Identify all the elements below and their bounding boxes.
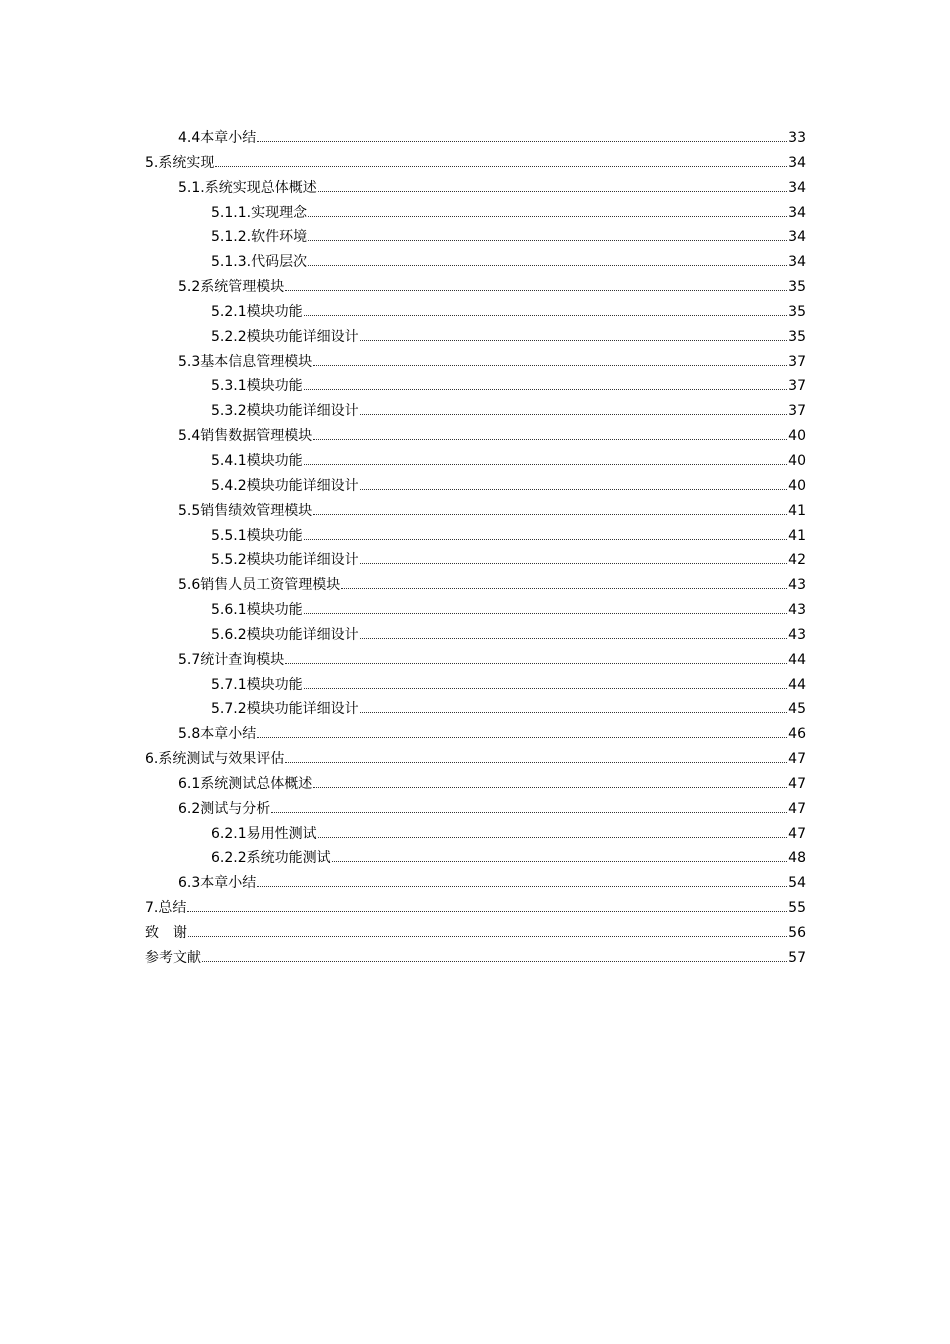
toc-dot-leader [285, 663, 787, 664]
toc-entry[interactable] [145, 374, 806, 399]
toc-entry-number: 5.7.1 [211, 676, 247, 693]
toc-entry-number: 4.4 [178, 130, 201, 146]
toc-entry[interactable] [145, 225, 806, 250]
toc-entry-page-number: 35 [788, 303, 806, 320]
toc-dot-leader [257, 886, 787, 887]
toc-entry-page-number: 48 [788, 850, 806, 867]
toc-dot-leader [318, 837, 788, 838]
toc-entry-number: 6.1 [178, 775, 201, 792]
toc-entry-number: 5.3.1 [211, 378, 247, 395]
toc-entry[interactable] [145, 697, 806, 722]
toc-dot-leader [360, 489, 788, 490]
toc-entry-page-number: 54 [788, 875, 806, 892]
toc-entry-page-number: 34 [788, 229, 806, 246]
toc-entry-number: 5.4 [178, 428, 201, 445]
toc-entry[interactable] [145, 772, 806, 797]
toc-entry[interactable] [145, 126, 806, 151]
toc-entry-title: 模块功能详细设计 [246, 328, 359, 345]
toc-entry-title: 参考文献 [145, 949, 201, 966]
toc-entry-page-number: 35 [788, 328, 806, 345]
toc-entry-page-number: 37 [788, 403, 806, 420]
toc-entry-number: 5.7.2 [211, 701, 247, 718]
toc-entry-title: 模块功能 [246, 378, 303, 395]
toc-entry-title: 模块功能详细设计 [246, 626, 359, 643]
toc-entry-page-number: 34 [788, 179, 806, 196]
toc-dot-leader [271, 812, 787, 813]
toc-entry[interactable] [145, 946, 806, 971]
toc-dot-leader [313, 439, 787, 440]
toc-entry-title: 代码层次 [251, 254, 308, 271]
toc-dot-leader [313, 365, 787, 366]
toc-entry-title: 实现理念 [251, 204, 308, 221]
toc-entry[interactable] [145, 673, 806, 698]
toc-dot-leader [308, 265, 787, 266]
toc-entry-title: 致 谢 [145, 925, 187, 941]
toc-entry-page-number: 47 [788, 775, 806, 792]
toc-entry-title: 基本信息管理模块 [200, 353, 313, 370]
toc-entry-title: 模块功能详细设计 [246, 477, 359, 494]
toc-entry-title: 本章小结 [200, 875, 257, 892]
toc-entry-title: 本章小结 [200, 726, 257, 743]
toc-entry-number: 5.5 [178, 502, 201, 519]
toc-entry-page-number: 43 [788, 626, 806, 643]
toc-dot-leader [304, 613, 788, 614]
toc-entry[interactable] [145, 300, 806, 325]
toc-dot-leader [318, 191, 787, 192]
toc-entry-page-number: 55 [788, 900, 806, 917]
toc-entry-number: 5.1. [178, 179, 205, 196]
toc-entry-page-number: 42 [788, 552, 806, 569]
toc-dot-leader [257, 737, 787, 738]
toc-entry-number: 5.6.2 [211, 626, 247, 643]
toc-entry-title: 统计查询模块 [200, 651, 285, 668]
toc-entry-number: 5.6 [178, 577, 201, 594]
toc-entry[interactable] [145, 524, 806, 549]
toc-entry-page-number: 46 [788, 726, 806, 743]
toc-dot-leader [285, 762, 787, 763]
toc-dot-leader [304, 389, 788, 390]
toc-entry-page-number: 44 [788, 651, 806, 668]
toc-entry[interactable] [145, 747, 806, 772]
toc-entry-page-number: 37 [788, 353, 806, 370]
toc-entry[interactable] [145, 822, 806, 847]
toc-entry[interactable] [145, 871, 806, 896]
toc-dot-leader [332, 861, 788, 862]
toc-dot-leader [304, 539, 788, 540]
toc-dot-leader [313, 787, 787, 788]
toc-entry-page-number: 40 [788, 452, 806, 469]
toc-dot-leader [304, 464, 788, 465]
toc-entry-page-number: 43 [788, 577, 806, 594]
toc-entry-number: 5.3.2 [211, 403, 247, 420]
toc-dot-leader [360, 340, 788, 341]
toc-entry-title: 本章小结 [200, 130, 257, 146]
toc-entry-title: 模块功能 [246, 676, 303, 693]
toc-entry-title: 系统功能测试 [246, 850, 331, 867]
toc-dot-leader [360, 414, 788, 415]
toc-entry-page-number: 41 [788, 527, 806, 544]
toc-entry-title: 模块功能详细设计 [246, 403, 359, 420]
toc-entry-number: 5.1.3. [211, 254, 252, 271]
toc-entry-number: 5.8 [178, 726, 201, 743]
toc-entry[interactable] [145, 896, 806, 921]
toc-dot-leader [360, 563, 788, 564]
toc-entry-number: 7. [145, 900, 159, 917]
toc-dot-leader [257, 141, 787, 142]
toc-entry[interactable] [145, 424, 806, 449]
toc-entry-page-number: 35 [788, 279, 806, 296]
toc-dot-leader [360, 638, 788, 639]
toc-entry-title: 模块功能详细设计 [246, 701, 359, 718]
toc-entry-number: 5.1.1. [211, 204, 252, 221]
toc-entry[interactable] [145, 623, 806, 648]
toc-entry-title: 销售绩效管理模块 [200, 502, 313, 519]
toc-entry-page-number: 33 [788, 130, 806, 146]
toc-entry-number: 6. [145, 751, 159, 768]
toc-entry-title: 系统测试总体概述 [200, 775, 313, 792]
toc-entry[interactable] [145, 598, 806, 623]
toc-dot-leader [308, 216, 787, 217]
toc-entry[interactable] [145, 176, 806, 201]
toc-entry-title: 系统测试与效果评估 [158, 751, 285, 768]
toc-entry-number: 6.2.2 [211, 850, 247, 867]
toc-entry-number: 6.2.1 [211, 825, 247, 842]
toc-entry-title: 模块功能 [246, 527, 303, 544]
toc-entry-page-number: 34 [788, 204, 806, 221]
toc-entry-number: 5.4.2 [211, 477, 247, 494]
toc-entry-page-number: 47 [788, 751, 806, 768]
toc-entry-title: 模块功能 [246, 452, 303, 469]
toc-entry[interactable] [145, 648, 806, 673]
toc-entry[interactable] [145, 275, 806, 300]
toc-entry-page-number: 47 [788, 825, 806, 842]
toc-entry[interactable] [145, 722, 806, 747]
toc-entry-page-number: 45 [788, 701, 806, 718]
toc-entry[interactable] [145, 921, 806, 946]
toc-entry-title: 软件环境 [251, 229, 308, 246]
toc-entry[interactable] [145, 573, 806, 598]
toc-entry-number: 5.3 [178, 353, 201, 370]
toc-entry-number: 5.4.1 [211, 452, 247, 469]
table-of-contents [145, 126, 806, 971]
toc-entry-number: 6.2 [178, 800, 201, 817]
toc-entry-page-number: 40 [788, 477, 806, 494]
toc-dot-leader [360, 712, 788, 713]
toc-entry[interactable] [145, 399, 806, 424]
toc-entry[interactable] [145, 325, 806, 350]
toc-entry-number: 5.5.2 [211, 552, 247, 569]
toc-entry-page-number: 34 [788, 154, 806, 171]
toc-entry-title: 系统管理模块 [200, 279, 285, 296]
toc-entry-title: 模块功能详细设计 [246, 552, 359, 569]
toc-entry-page-number: 47 [788, 800, 806, 817]
toc-entry-page-number: 37 [788, 378, 806, 395]
toc-entry-number: 5.7 [178, 651, 201, 668]
toc-entry-title: 测试与分析 [200, 800, 271, 817]
toc-entry-number: 5. [145, 154, 159, 171]
toc-entry-number: 5.6.1 [211, 602, 247, 619]
toc-entry-page-number: 57 [788, 949, 806, 966]
toc-entry-page-number: 56 [788, 925, 806, 941]
toc-entry[interactable] [145, 449, 806, 474]
toc-entry-page-number: 44 [788, 676, 806, 693]
toc-entry[interactable] [145, 797, 806, 822]
toc-entry-number: 6.3 [178, 875, 201, 892]
toc-entry-title: 易用性测试 [246, 825, 317, 842]
toc-entry[interactable] [145, 350, 806, 375]
toc-entry[interactable] [145, 474, 806, 499]
toc-entry[interactable] [145, 151, 806, 176]
toc-entry-page-number: 40 [788, 428, 806, 445]
toc-dot-leader [215, 166, 787, 167]
toc-entry-page-number: 41 [788, 502, 806, 519]
toc-entry-title: 总结 [158, 900, 187, 917]
toc-entry-title: 销售数据管理模块 [200, 428, 313, 445]
toc-dot-leader [187, 911, 787, 912]
toc-entry[interactable] [145, 846, 806, 871]
toc-dot-leader [308, 240, 787, 241]
toc-entry[interactable] [145, 499, 806, 524]
toc-entry-page-number: 34 [788, 254, 806, 271]
toc-entry-number: 5.1.2. [211, 229, 252, 246]
toc-dot-leader [304, 315, 788, 316]
toc-entry[interactable] [145, 201, 806, 226]
toc-entry-title: 销售人员工资管理模块 [200, 577, 341, 594]
toc-entry-number: 5.2.1 [211, 303, 247, 320]
toc-entry[interactable] [145, 250, 806, 275]
toc-entry-title: 模块功能 [246, 303, 303, 320]
toc-entry-title: 系统实现 [158, 154, 215, 171]
toc-dot-leader [313, 514, 787, 515]
toc-dot-leader [202, 961, 787, 962]
toc-dot-leader [341, 588, 787, 589]
toc-dot-leader [285, 290, 787, 291]
toc-dot-leader [188, 936, 787, 937]
toc-entry-number: 5.2.2 [211, 328, 247, 345]
toc-entry-page-number: 43 [788, 602, 806, 619]
toc-entry-number: 5.2 [178, 279, 201, 296]
toc-entry-title: 模块功能 [246, 602, 303, 619]
toc-entry-number: 5.5.1 [211, 527, 247, 544]
toc-entry[interactable] [145, 548, 806, 573]
toc-dot-leader [304, 688, 788, 689]
toc-entry-title: 系统实现总体概述 [204, 179, 317, 196]
